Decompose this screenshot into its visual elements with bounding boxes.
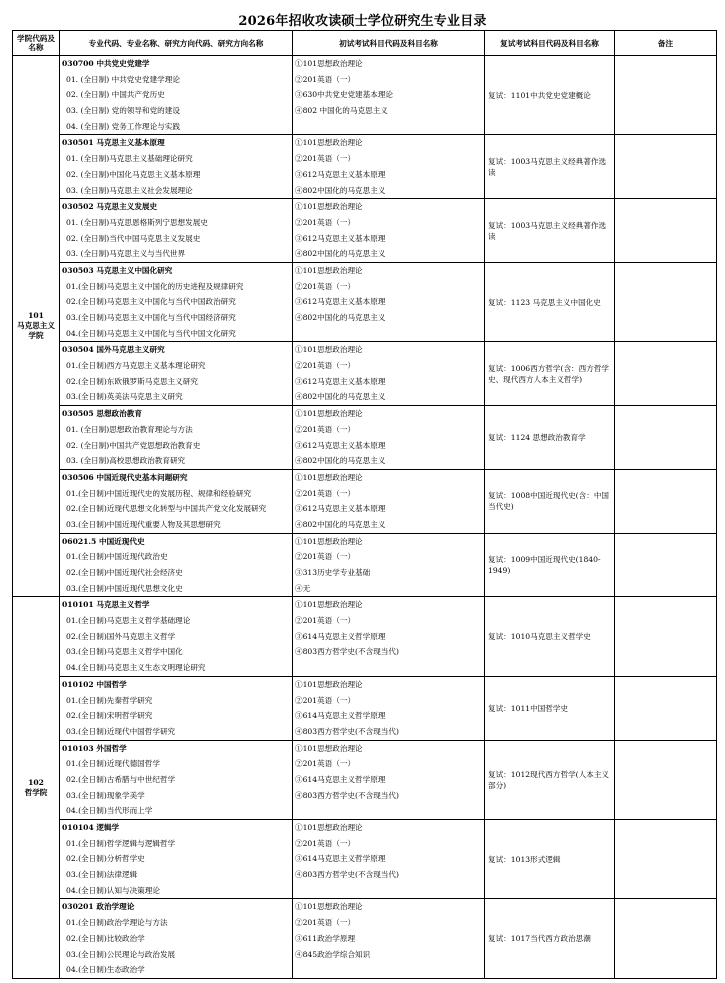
direction-item: 03. (全日制) 党的领导和党的建设 [66,106,180,116]
direction-item: 01.(全日制)中国近现代史的发展历程、规律和经验研究 [66,488,252,498]
catalog-table [12,30,717,979]
exam-subject: ①101思想政治理论 [295,536,363,546]
exam-subject: ③630中共党史党建基本理论 [295,90,394,100]
exam-cell [293,899,485,978]
direction-item: 02.(全日制)古希腊与中世纪哲学 [66,774,176,784]
exam-subject: ①101思想政治理论 [295,679,363,689]
catalog-body [13,56,717,979]
direction-item: 02. (全日制) 中国共产党历史 [66,90,165,100]
school-cell [13,56,60,597]
exam-cell [293,262,485,341]
exam-subject: ③612马克思主义基本原理 [295,169,386,179]
exam-subject: ②201英语（一） [295,616,356,626]
retest-cell: 复试：1003马克思主义经典著作选读 [485,135,615,199]
exam-subject: ①101思想政治理论 [295,265,363,275]
exam-subject: ③614马克思主义哲学原理 [295,854,386,864]
direction-item: 01. (全日制)思想政治教育理论与方法 [66,424,193,434]
exam-subject: ①101思想政治理论 [295,472,363,482]
direction-item: 01.(全日制)马克思主义中国化的历史进程及规律研究 [66,281,244,291]
direction-item: 02.(全日制)宋明哲学研究 [66,711,153,721]
retest-cell: 复试：1123 马克思主义中国化史 [485,262,615,341]
note-cell [615,899,717,978]
exam-subject: ②201英语（一） [295,838,356,848]
direction-item: 02.(全日制)近现代思想文化转型与中国共产党文化发展研究 [66,504,267,514]
direction-item: 01. (全日制)马克思主义基础理论研究 [66,154,193,164]
table-row [13,899,717,978]
school-code: 101 [28,311,44,321]
exam-subject: ②201英语（一） [295,918,356,928]
direction-item: 03.(全日制)近现代中国哲学研究 [66,726,176,736]
direction-item: 01.(全日制)西方马克思主义基本理论研究 [66,361,206,371]
exam-subject: ②201英语（一） [295,424,356,434]
table-header-row [13,31,717,56]
exam-subject: ④802中国化的马克思主义 [295,249,386,259]
exam-subject: ②201英语（一） [295,281,356,291]
exam-subject: ①101思想政治理论 [295,902,363,912]
exam-cell [293,135,485,199]
major-name: 030201 政治学理论 [62,902,135,912]
exam-subject: ④802中国化的马克思主义 [295,456,386,466]
major-name: 030700 中共党史党建学 [62,59,150,68]
exam-cell [293,597,485,676]
major-name: 010104 逻辑学 [62,823,120,832]
direction-item: 01.(全日制)中国近现代政治史 [66,552,168,562]
exam-cell [293,56,485,135]
header-major: 专业代码、专业名称、研究方向代码、研究方向名称 [60,31,293,56]
table-row [13,342,717,406]
exam-subject: ④802中国化的马克思主义 [295,313,386,322]
note-cell [615,56,717,135]
note-cell [615,406,717,470]
exam-subject: ①101思想政治理论 [295,409,363,419]
major-cell [60,135,293,199]
exam-cell [293,469,485,533]
header-note: 备注 [615,31,717,56]
table-row [13,676,717,740]
direction-item: 02.(全日制)马克思主义中国化与当代中国政治研究 [66,297,236,307]
major-cell [60,342,293,406]
retest-cell: 复试：1006西方哲学(含：西方哲学史、现代西方人本主义哲学) [485,342,615,406]
major-cell [60,597,293,676]
direction-item: 04.(全日制)认知与决策理论 [66,885,160,895]
note-cell [615,342,717,406]
direction-item: 04. (全日制) 党务工作理论与实践 [66,121,180,131]
exam-subject: ②201英语（一） [295,552,356,562]
major-name: 030505 思想政治教育 [62,409,142,419]
exam-subject: ④802中国化的马克思主义 [295,392,386,402]
school-name: 马克思主义学院 [17,321,55,341]
direction-item: 02. (全日制)中国化马克思主义基本原理 [66,169,201,179]
table-row [13,406,717,470]
major-name: 06021.5 中国近现代史 [62,536,145,546]
direction-item: 03.(全日制)现象学美学 [66,790,145,800]
exam-subject: ①101思想政治理论 [295,59,363,68]
note-cell [615,199,717,263]
major-name: 010103 外国哲学 [62,743,127,753]
direction-item: 02.(全日制)东欧俄罗斯马克思主义研究 [66,376,198,386]
note-cell [615,740,717,819]
direction-item: 03.(全日制)英美法马克思主义研究 [66,392,183,402]
page-title: 2026年招收攻读硕士学位研究生专业目录 [238,14,487,29]
direction-item: 04.(全日制)当代形而上学 [66,806,153,816]
direction-item: 03. (全日制)马克思主义与当代世界 [66,249,186,259]
direction-item: 01.(全日制)哲学逻辑与逻辑哲学 [66,838,176,848]
direction-item: 04.(全日制)马克思主义生态文明理论研究 [66,663,206,673]
direction-item: 02.(全日制)分析哲学史 [66,854,145,864]
direction-item: 01.(全日制)近现代德国哲学 [66,759,160,769]
retest-cell: 复试：1101中共党史党建概论 [485,56,615,135]
exam-subject: ②201英语（一） [295,74,356,84]
note-cell [615,597,717,676]
exam-subject: ②201英语（一） [295,759,356,769]
direction-item: 03.(全日制)中国近现代思想文化史 [66,583,183,593]
exam-subject: ④802中国化的马克思主义 [295,185,386,195]
exam-subject: ③612马克思主义基本原理 [295,504,386,514]
major-name: 030501 马克思主义基本原理 [62,138,165,148]
table-row [13,135,717,199]
direction-item: 04.(全日制)生态政治学 [66,965,145,975]
exam-subject: ①101思想政治理论 [295,823,363,832]
exam-subject: ③611政治学原理 [295,933,356,943]
exam-subject: ③614马克思主义哲学原理 [295,711,386,721]
exam-subject: ③612马克思主义基本原理 [295,376,386,386]
note-cell [615,676,717,740]
direction-item: 03.(全日制)马克思主义哲学中国化 [66,647,183,657]
direction-item: 04.(全日制)马克思主义中国化与当代中国文化研究 [66,328,236,338]
direction-item: 03. (全日制)马克思主义社会发展理论 [66,185,193,195]
exam-subject: ④无 [295,583,311,593]
school-name: 哲学院 [24,787,48,797]
exam-subject: ①101思想政治理论 [295,138,363,148]
note-cell [615,469,717,533]
major-name: 010101 马克思主义哲学 [62,600,150,610]
retest-cell: 复试：1009中国近现代史(1840-1949) [485,533,615,597]
exam-subject: ③612马克思主义基本原理 [295,233,386,243]
header-school: 学院代码及名称 [13,31,60,56]
major-name: 030504 国外马克思主义研究 [62,345,165,355]
exam-subject: ③313历史学专业基础 [295,568,371,577]
school-code: 102 [28,777,44,787]
exam-subject: ①101思想政治理论 [295,743,363,753]
table-row [13,597,717,676]
retest-cell: 复试：1017当代西方政治思潮 [485,899,615,978]
note-cell [615,533,717,597]
table-row [13,740,717,819]
exam-subject: ③612马克思主义基本原理 [295,440,386,450]
major-cell [60,406,293,470]
exam-subject: ②201英语（一） [295,695,356,705]
retest-cell: 复试：1003马克思主义经典著作选读 [485,199,615,263]
exam-cell [293,740,485,819]
exam-subject: ②201英语（一） [295,361,356,371]
exam-cell [293,199,485,263]
major-name: 030503 马克思主义中国化研究 [62,265,173,275]
direction-item: 02.(全日制)比较政治学 [66,933,145,943]
direction-item: 03.(全日制)公民理论与政治发展 [66,949,176,959]
retest-cell: 复试：1013形式逻辑 [485,820,615,899]
exam-subject: ④803西方哲学史(不含现当代) [295,790,399,800]
exam-cell [293,342,485,406]
major-cell [60,899,293,978]
exam-subject: ④803西方哲学史(不含现当代) [295,870,399,880]
major-name: 030502 马克思主义发展史 [62,202,158,212]
direction-item: 02. (全日制)中国共产党思想政治教育史 [66,440,201,450]
exam-subject: ②201英语（一） [295,217,356,227]
exam-subject: ③614马克思主义哲学原理 [295,631,386,641]
school-cell [13,597,60,979]
header-exam: 初试考试科目代码及科目名称 [293,31,485,56]
table-row [13,262,717,341]
major-cell [60,469,293,533]
note-cell [615,135,717,199]
major-cell [60,262,293,341]
note-cell [615,262,717,341]
major-name: 010102 中国哲学 [62,679,127,689]
exam-subject: ②201英语（一） [295,154,356,164]
exam-subject: ②201英语（一） [295,488,356,498]
direction-item: 01.(全日制)马克思主义哲学基础理论 [66,616,191,626]
direction-item: 02.(全日制)国外马克思主义哲学 [66,631,176,641]
major-cell [60,740,293,819]
retest-cell: 复试：1011中国哲学史 [485,676,615,740]
exam-cell [293,676,485,740]
direction-item: 01.(全日制)政治学理论与方法 [66,918,168,928]
note-cell [615,820,717,899]
table-row [13,469,717,533]
retest-cell: 复试：1010马克思主义哲学史 [485,597,615,676]
major-name: 030506 中国近现代史基本问题研究 [62,472,188,482]
table-row [13,820,717,899]
exam-subject: ④802中国化的马克思主义 [295,519,386,529]
exam-subject: ③612马克思主义基本原理 [295,297,386,307]
retest-cell: 复试：1012现代西方哲学(人本主义部分) [485,740,615,819]
direction-item: 03. (全日制)高校思想政治教育研究 [66,456,186,466]
exam-subject: ③614马克思主义哲学原理 [295,774,386,784]
retest-cell: 复试：1008中国近现代史(含：中国当代史) [485,469,615,533]
direction-item: 03.(全日制)马克思主义中国化与当代中国经济研究 [66,313,236,322]
exam-subject: ①101思想政治理论 [295,345,363,355]
direction-item: 02.(全日制)中国近现代社会经济史 [66,568,183,577]
direction-item: 01. (全日制) 中共党史党建学理论 [66,74,180,84]
exam-subject: ④803西方哲学史(不含现当代) [295,647,399,657]
major-cell [60,533,293,597]
direction-item: 03.(全日制)法律逻辑 [66,870,138,880]
major-cell [60,56,293,135]
exam-subject: ④802 中国化的马克思主义 [295,106,388,116]
exam-cell [293,406,485,470]
exam-cell [293,820,485,899]
direction-item: 01. (全日制)马克思恩格斯列宁思想发展史 [66,217,208,227]
table-row [13,533,717,597]
table-row [13,56,717,135]
direction-item: 02. (全日制)当代中国马克思主义发展史 [66,233,201,243]
exam-subject: ①101思想政治理论 [295,202,363,212]
retest-cell: 复试：1124 思想政治教育学 [485,406,615,470]
major-cell [60,199,293,263]
table-row [13,199,717,263]
exam-cell [293,533,485,597]
header-retest: 复试考试科目代码及科目名称 [485,31,615,56]
direction-item: 01.(全日制)先秦哲学研究 [66,695,153,705]
exam-subject: ④803西方哲学史(不含现当代) [295,726,399,736]
major-cell [60,820,293,899]
direction-item: 03.(全日制)中国近现代重要人物及其思想研究 [66,519,221,529]
exam-subject: ①101思想政治理论 [295,600,363,610]
major-cell [60,676,293,740]
exam-subject: ④845政治学综合知识 [295,949,371,959]
